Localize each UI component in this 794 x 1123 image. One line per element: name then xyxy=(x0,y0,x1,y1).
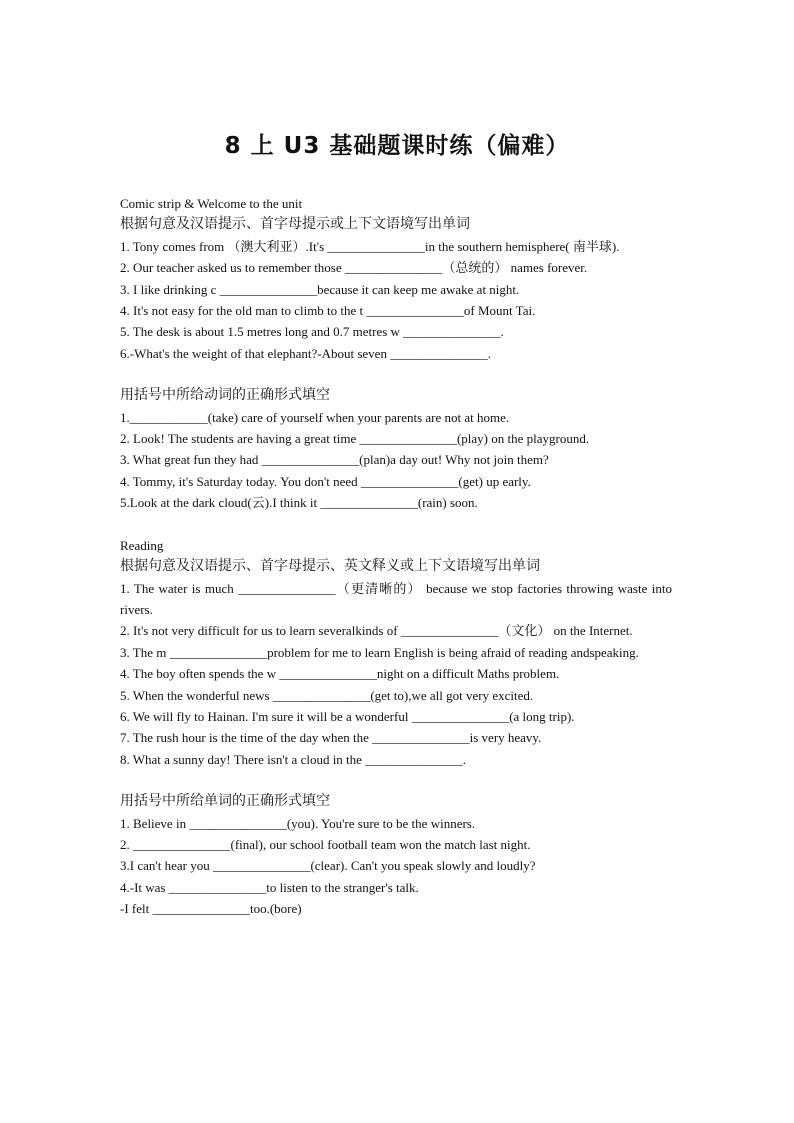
exercise-item: 7. The rush hour is the time of the day when the _______________is very heavy. xyxy=(120,730,542,746)
exercise-item: 5. When the wonderful news _______________(get to),we all got very excited. xyxy=(120,687,534,703)
spacer xyxy=(120,514,672,535)
spacer xyxy=(120,364,672,385)
worksheet-body xyxy=(120,193,672,920)
section-instruction: 根据句意及汉语提示、首字母提示、英文释义或上下文语境写出单词 xyxy=(120,558,540,575)
exercise-item: 1. Believe in _______________(you). You're sure to be the winners. xyxy=(120,815,476,831)
exercise-item: 5.Look at the dark cloud(云).I think it _______________(rain) soon. xyxy=(120,495,478,511)
exercise-item: 4. The boy often spends the w _______________night on a difficult Maths problem. xyxy=(120,666,560,682)
exercise-item: 3. The m _______________problem for me to learn English is being afraid of reading andspeaking. xyxy=(120,644,639,660)
spacer xyxy=(120,770,672,791)
exercise-item: 2. Our teacher asked us to remember those _______________（总统的） names forever. xyxy=(120,260,588,276)
section-heading-en: Comic strip & Welcome to the unit xyxy=(120,196,303,211)
section-instruction: 根据句意及汉语提示、首字母提示或上下文语境写出单词 xyxy=(120,216,470,233)
exercise-item: 8. What a sunny day! There isn't a cloud in the _______________. xyxy=(120,751,466,767)
exercise-item: 4.-It was _______________to listen to the stranger's talk. xyxy=(120,879,419,895)
exercise-item: 1. The water is much _______________（更清晰的） because we stop factories throwing waste into rivers. xyxy=(120,580,672,617)
exercise-item: 2. It's not very difficult for us to learn severalkinds of _______________（文化） on the Internet. xyxy=(120,623,633,639)
exercise-item: 4. Tommy, it's Saturday today. You don't need _______________(get) up early. xyxy=(120,473,531,489)
exercise-item: 3.I can't hear you _______________(clear). Can't you speak slowly and loudly? xyxy=(120,858,536,874)
section-instruction: 用括号中所给单词的正确形式填空 xyxy=(120,793,330,810)
exercise-item: 4. It's not easy for the old man to climb to the t _______________of Mount Tai. xyxy=(120,303,536,319)
exercise-item: 1. Tony comes from （澳大利亚）.It's _______________in the southern hemisphere( 南半球). xyxy=(120,238,620,254)
exercise-item: 3. I like drinking c _______________because it can keep me awake at night. xyxy=(120,281,520,297)
page-title: 8 上 U3 基础题课时练（偏难） xyxy=(224,133,570,159)
section-heading-en: Reading xyxy=(120,537,164,553)
exercise-item: 6. We will fly to Hainan. I'm sure it will be a wonderful _______________(a long trip). xyxy=(120,708,575,724)
exercise-item: 3. What great fun they had _______________(plan)a day out! Why not join them? xyxy=(120,452,549,468)
exercise-item: 2. _______________(final), our school football team won the match last night. xyxy=(120,836,531,852)
exercise-item: 5. The desk is about 1.5 metres long and 0.7 metres w _______________. xyxy=(120,324,504,340)
exercise-item: 6.-What's the weight of that elephant?-About seven _______________. xyxy=(120,345,491,361)
exercise-item: 2. Look! The students are having a great time _______________(play) on the playground. xyxy=(120,431,590,447)
section-instruction: 用括号中所给动词的正确形式填空 xyxy=(120,387,330,404)
exercise-item: -I felt _______________too.(bore) xyxy=(120,901,302,917)
exercise-item: 1.____________(take) care of yourself when your parents are not at home. xyxy=(120,409,510,425)
